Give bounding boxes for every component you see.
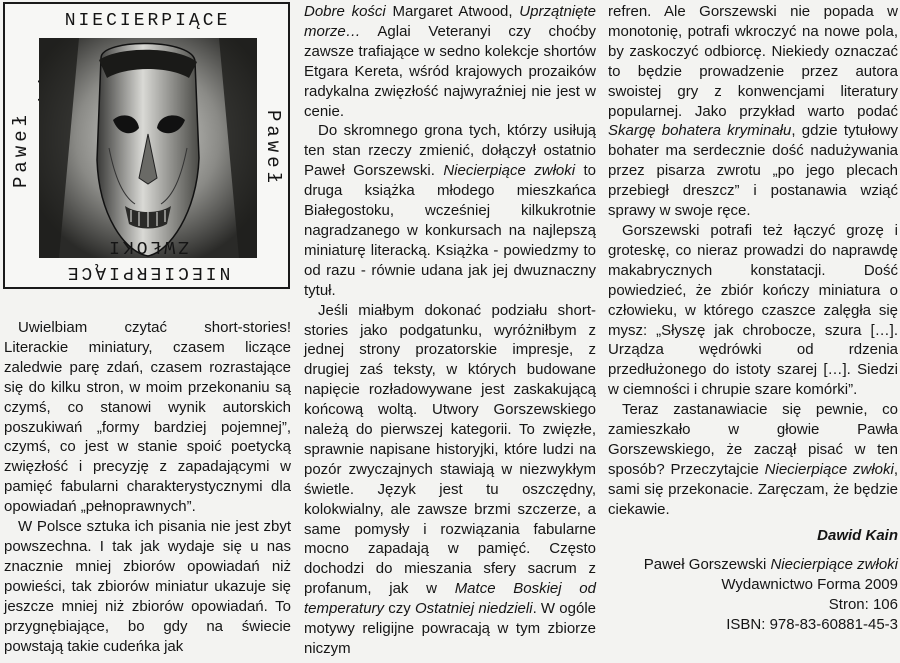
text: to druga książka młodego mieszkańca Białegostoku, wcześniej kilkukrotnie nagradzanego w konkursach na najlepszą miniaturę literacką. Książka - powiedzmy to od razu - równie udana jak jej dwuznaczny tytuł. [304, 162, 597, 299]
book-title: Niecierpiące zwłoki [443, 162, 576, 180]
info-pages: Stron: 106 [828, 596, 898, 614]
paragraph [304, 121, 596, 300]
paragraph: Gorszewski potrafi też łączyć grozę i groteskę, co nieraz prowadzi do naprawdę makabrycznych konstatacji. Dość powiedzieć, że zbiór kończy miniatura o człowieku, w którego czaszce zalęgła się mysz: „Słyszę jak chrobocze, szura […]. Urządza wędrówki od rdzenia przedłużonego do istoty szarej […]. Siedzi w ciemności i chrupie szare komórki”. [608, 221, 898, 399]
cover-author-right: Paweł [262, 110, 284, 188]
text: Margaret Atwood, [385, 3, 520, 20]
text: , gdzie tytułowy bohater ma serdecznie dość nadużywania przez pisarza zwrotu „po jego plecach przebiegł dreszcz” i postanawia wziąć sprawy w swoje ręce. [608, 122, 898, 220]
story-title: Ostatniej niedzieli [414, 600, 533, 618]
text: refren. Ale Gorszewski nie popada w monotonię, potrafi wkroczyć na nowe pola, by zaskoczyć odbiorcę. Niekiedy oznaczać to będzie prowadzenie przez autora swoistej gry z konwencjami literatury popularnej. Jako przykład warto podać [608, 3, 898, 120]
book-title: Uprzątnięte morze… [304, 3, 596, 40]
info-title: Niecierpiące zwłoki [770, 556, 898, 574]
paragraph: W Polsce sztuka ich pisania nie jest zbyt powszechna. I tak jak wydaje się u nas znacznie mniej zbiorów opowiadań niż powieści, tak zbiorów miniatur ukazuje się jeszcze mniej niż zbiorów opowiadań. To przygnębiające, bo gdy na świecie powstają takie cudeńka jak [4, 518, 291, 655]
info-isbn: ISBN: 978-83-60881-45-3 [726, 616, 898, 634]
paragraph [304, 301, 596, 659]
cover-author-left: Paweł [10, 110, 32, 188]
book-title: Dobre kości [304, 3, 386, 20]
text: Jeśli miałbym dokonać podziału short-stories jako podgatunku, wyróżniłbym z jednej strony prozatorskie impresje, z drugiej zaś teksty, w których budowane napięcie rozładowywane jest zaskakującą końcową woltą. Utwory Gorszewskiego należą do pierwszej kategorii. To zwięzłe, sprawnie napisane historyjki, które ludzi na pozór zwyczajnych stawiają w niezwykłym świetle. Język jest tu oszczędny, kolokwialny, ale zawsze brzmi szczerze, a same pomysły i rozwiązania fabularne mocno zapadają w pamięć. Często dochodzi do mieszania sfery sacrum z profanum, jak w [304, 301, 596, 598]
paragraph [608, 400, 898, 519]
cover-title-top: NIECIERPIĄCE [64, 11, 231, 31]
paragraph: Uwielbiam czytać short-stories! Literackie miniatury, czasem liczące zaledwie parę zdań, czasem rozrastające się do kilku stron, w moim przekonaniu są czymś, co stanowi wynik autorskich poszukiwań „formy bardziej pojemnej”, czymś, co jest w stanie spoić poetycką zwięzłość i precyzję z zapadającymi w pamięć fabularni charakterystycznymi dla opowiadań „pełnoprawnych”. [4, 319, 291, 516]
paragraph [608, 2, 898, 221]
article-column-1 [4, 318, 291, 656]
article-column-2 [304, 2, 596, 659]
article-column-3 [608, 2, 898, 635]
story-title: Skargę bohatera kryminału [608, 122, 792, 140]
text: Do skromnego grona tych, którzy usiłują ten stan rzeczy zmienić, dołączył ostatnio Paweł Gorszewski. [304, 122, 596, 180]
book-info [608, 555, 898, 635]
text: Teraz zastanawiacie się pewnie, co zamieszkało w głowie Pawła Gorszewskiego, że zaczął pisać w ten sposób? Przeczytajcie [608, 401, 898, 478]
book-info-line [608, 555, 898, 575]
info-publisher: Wydawnictwo Forma 2009 [721, 576, 898, 594]
book-cover [3, 2, 290, 289]
paragraph [304, 2, 596, 121]
skull-face-illustration [39, 38, 257, 258]
author-signature: Dawid Kain [817, 526, 898, 544]
text: Aglai Veteranyi czy choćby zawsze trafiające w sedno kolekcje shortów Etgara Kereta, wśród krajowych prozaików radykalna zwięzłość najwyraźniej nie jest w cenie. [304, 22, 596, 120]
book-title: Niecierpiące zwłoki [764, 460, 894, 478]
text: , sami się przekonacie. Zaręczam, że będzie ciekawie. [608, 460, 898, 518]
info-author: Paweł Gorszewski [643, 556, 771, 574]
text: . W ogóle motywy religijne powracają w tym zbiorze niczym [304, 600, 596, 657]
story-title: Matce Boskiej od temperatury [304, 580, 596, 618]
cover-title-bottom: NIECIERPIĄCE ZWŁOKI [64, 236, 231, 282]
text: czy [384, 600, 415, 618]
